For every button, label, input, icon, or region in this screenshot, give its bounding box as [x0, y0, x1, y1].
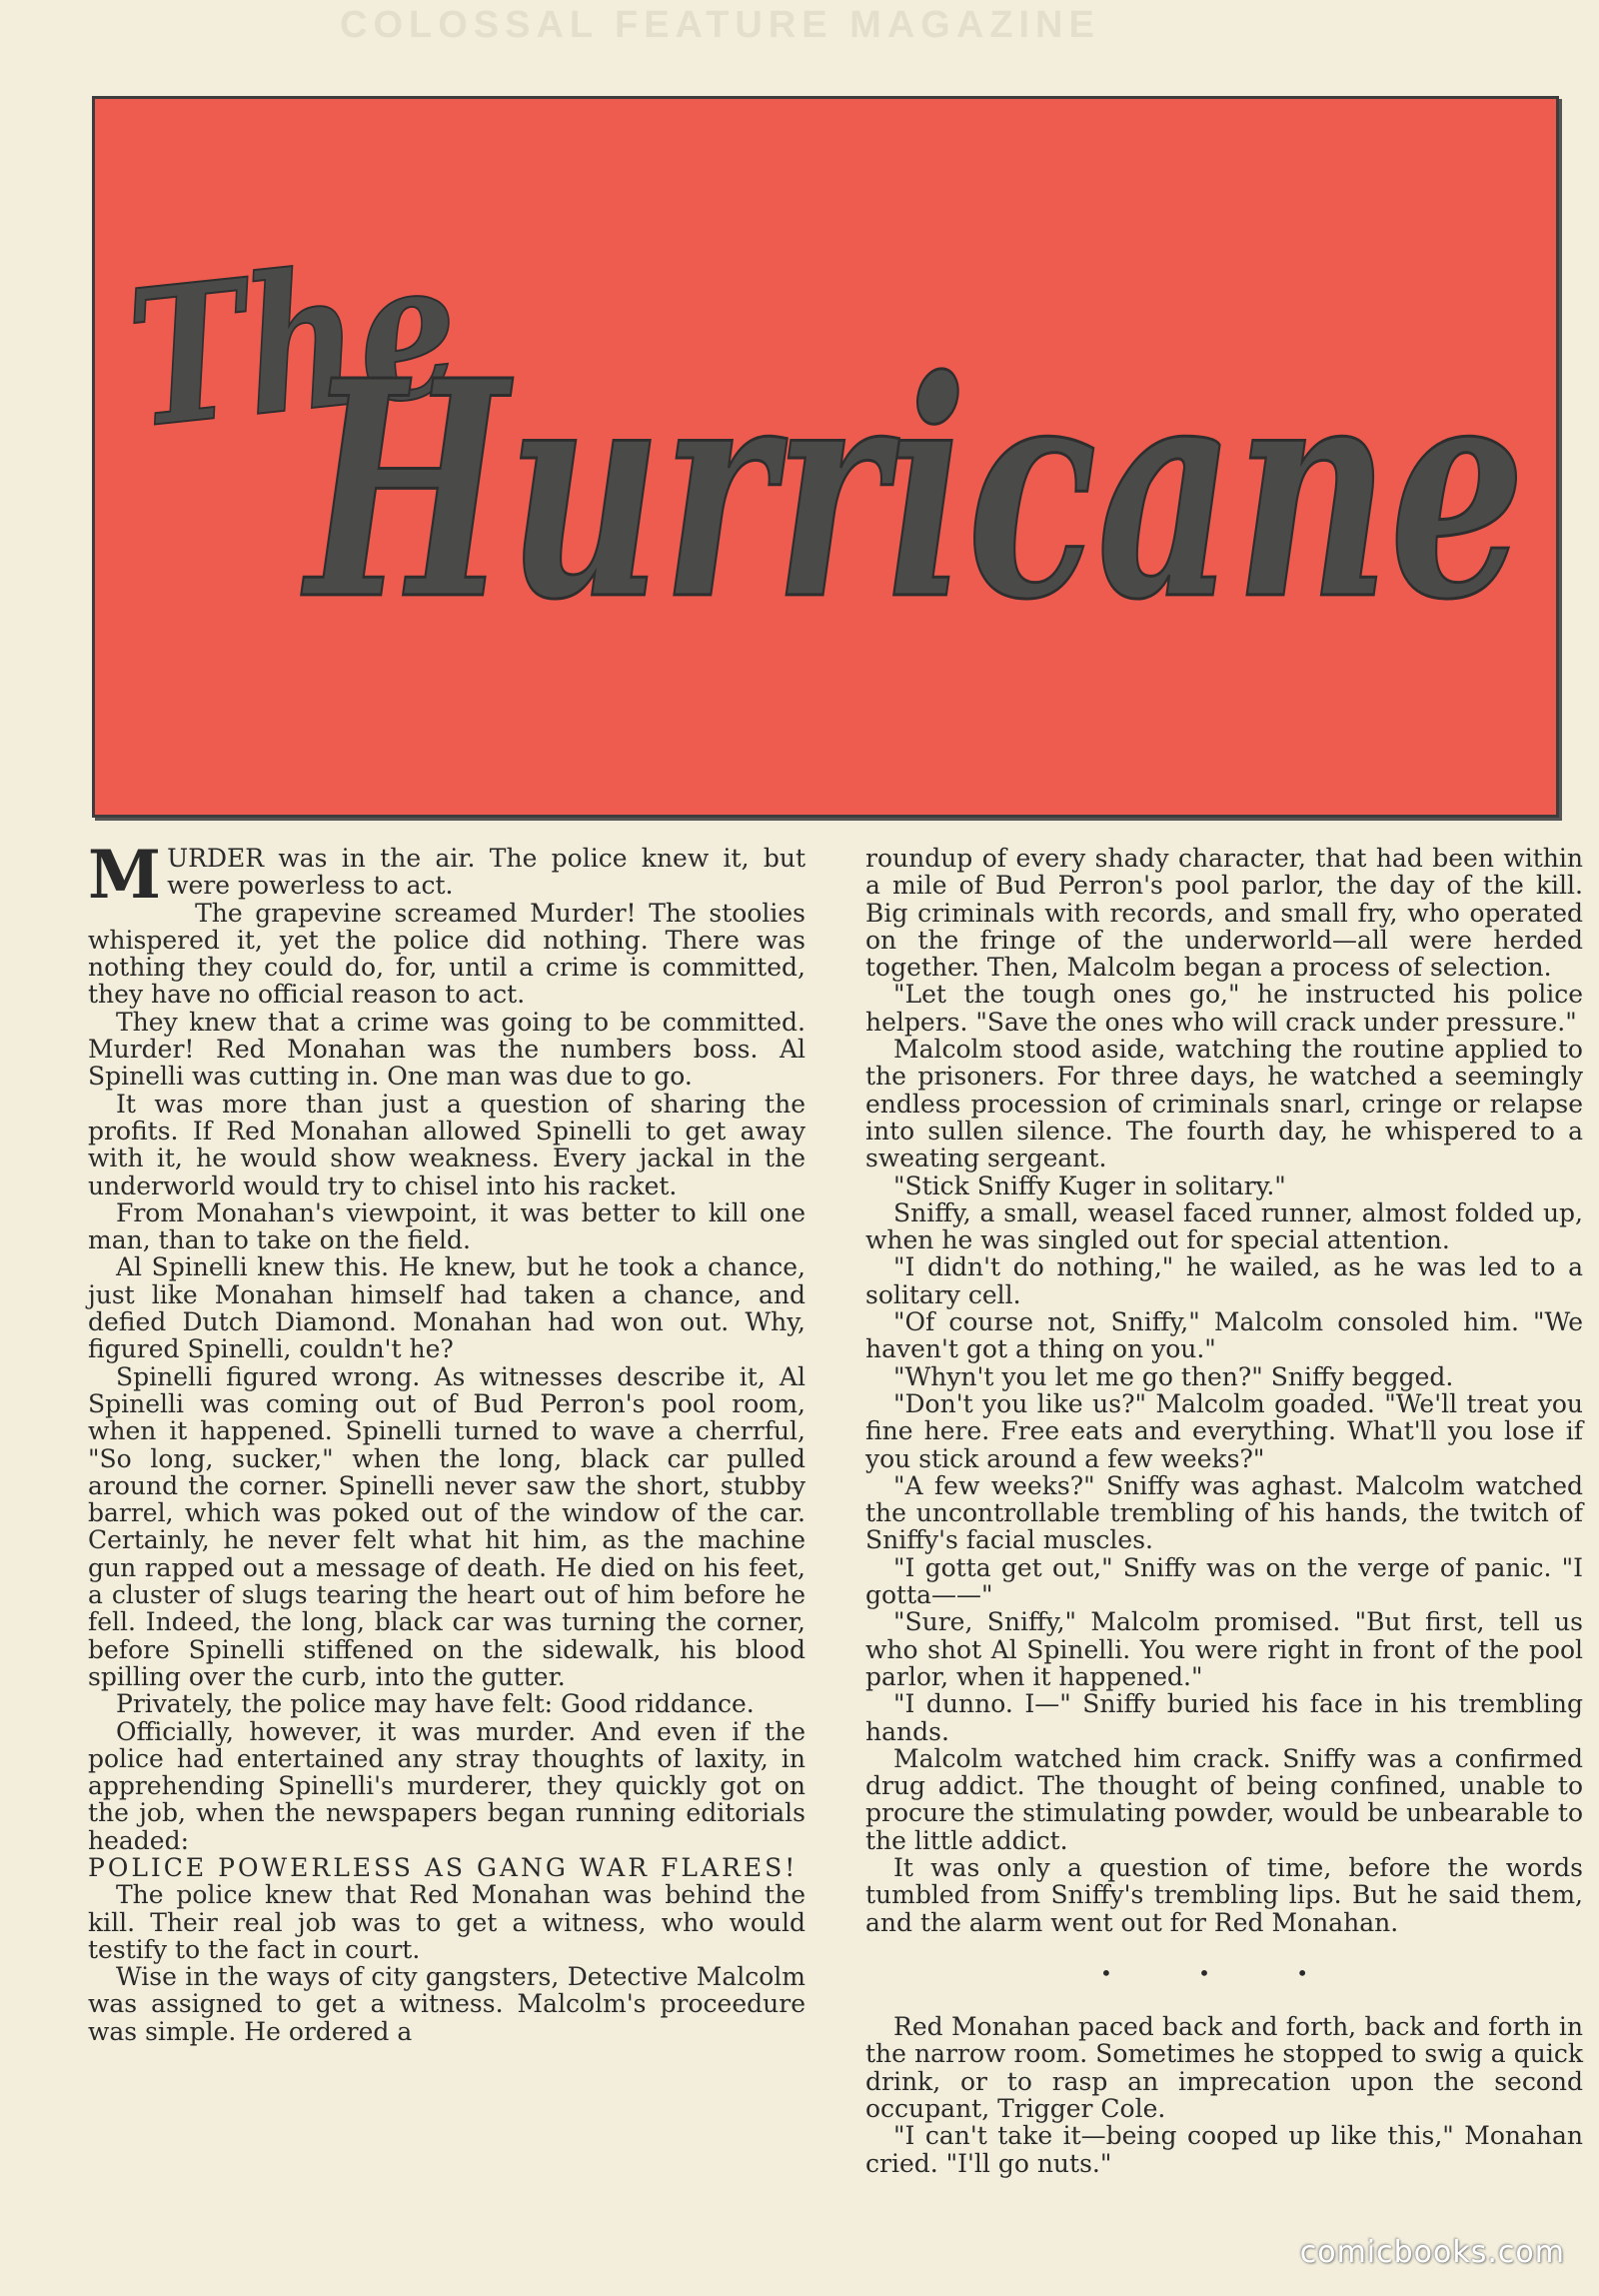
story-paragraph: Red Monahan paced back and forth, back and forth in the narrow room. Sometimes he stopped to swig a quick drink, or to rasp an imprecation upon the second occupant, Trigger Cole.: [865, 2012, 1583, 2124]
running-head: COLOSSAL FEATURE MAGAZINE: [340, 4, 1100, 46]
title-word-hurricane: Hurricane: [299, 316, 1526, 666]
story-paragraph: The grapevine screamed Murder! The stoolies whispered it, yet the police did nothing. There was nothing they could do, for, until a crime is committed, they have no official reason to act.: [88, 898, 805, 1010]
story-paragraph: "A few weeks?" Sniffy was aghast. Malcolm watched the uncontrollable trembling of his hands, the twitch of Sniffy's facial muscles.: [865, 1470, 1583, 1555]
story-paragraph: From Monahan's viewpoint, it was better to kill one man, than to take on the field.: [88, 1197, 805, 1255]
story-paragraph: They knew that a crime was going to be committed. Murder! Red Monahan was the numbers boss. Al Spinelli was cutting in. One man was due to go.: [88, 1007, 805, 1092]
story-paragraph: Spinelli figured wrong. As witnesses describe it, Al Spinelli was coming out of Bud Perron's pool room, when it happened. Spinelli turned to wave a cherrful, "So long, sucker," when the long, black car pulled around the corner. Spinelli never saw the short, stubby barrel, which was poked out of the window of the car. Certainly, he never felt what hit him, as the machine gun rapped out a message of death. He died on his feet, a cluster of slugs tearing the heart out of him before he fell. Indeed, the long, black car was turning the corner, before Spinelli stiffened on the sidewalk, his blood spilling over the curb, into the gutter.: [88, 1361, 805, 1691]
story-paragraph: "Whyn't you let me go then?" Sniffy begged.: [893, 1361, 1454, 1391]
paragraph-text: URDER was in the air. The police knew it, but were powerless to act.: [167, 844, 805, 901]
story-paragraph: roundup of every shady character, that had been within a mile of Bud Perron's pool parlor, the day of the kill. Big criminals with records, and small fry, who operated on the fringe of the underworld—all were herded together. Then, Malcolm began a process of selection.: [865, 844, 1583, 983]
story-paragraph: Privately, the police may have felt: Good riddance.: [116, 1689, 755, 1719]
newspaper-headline: POLICE POWERLESS AS GANG WAR FLARES!: [88, 1852, 799, 1882]
story-column-left: [88, 836, 805, 2046]
story-paragraph: Sniffy, a small, weasel faced runner, almost folded up, when he was singled out for special attention.: [865, 1197, 1583, 1255]
story-paragraph: Malcolm stood aside, watching the routine applied to the prisoners. For three days, he watched a seemingly endless procession of criminals snarl, cringe or relapse into sullen silence. The fourth day, he whispered to a sweating sergeant.: [865, 1035, 1583, 1173]
drop-cap: M: [88, 836, 162, 914]
story-paragraph: "Of course not, Sniffy," Malcolm consoled him. "We haven't got a thing on you.": [865, 1307, 1583, 1364]
story-paragraph: "Stick Sniffy Kuger in solitary.": [893, 1170, 1286, 1200]
story-paragraph: Malcolm watched him crack. Sniffy was a confirmed drug addict. The thought of being confined, unable to procure the stimulating powder, would be unbearable to the little addict.: [865, 1743, 1583, 1855]
story-paragraph: Wise in the ways of city gangsters, Detective Malcolm was assigned to get a witness. Malcolm's proceedure was simple. He ordered a: [88, 1962, 805, 2046]
story-body: [88, 836, 1583, 2264]
site-watermark: comicbooks.com: [1299, 2235, 1565, 2270]
story-paragraph: "I dunno. I—" Sniffy buried his face in his trembling hands.: [865, 1689, 1583, 1746]
story-paragraph: Al Spinelli knew this. He knew, but he took a chance, just like Monahan himself had taken a chance, and defied Dutch Diamond. Monahan had won out. Why, figured Spinelli, couldn't he?: [88, 1252, 805, 1364]
story-paragraph: "Sure, Sniffy," Malcolm promised. "But first, tell us who shot Al Spinelli. You were right in front of the pool parlor, when it happened.": [865, 1607, 1583, 1691]
title-word-the: The: [119, 209, 538, 472]
story-paragraph: "I didn't do nothing," he wailed, as he was led to a solitary cell.: [865, 1252, 1583, 1309]
section-break: • • •: [1099, 1960, 1349, 1985]
story-paragraph: "Don't you like us?" Malcolm goaded. "We'll treat you fine here. Free eats and everything. What'll you lose if you stick around a few weeks?": [865, 1388, 1583, 1473]
story-paragraph: It was more than just a question of sharing the profits. If Red Monahan allowed Spinelli to get away with it, he would show weakness. Every jackal in the underworld would try to chisel into his racket.: [88, 1089, 805, 1200]
story-paragraph: "I gotta get out," Sniffy was on the verge of panic. "I gotta——": [865, 1552, 1583, 1610]
story-paragraph: "Let the tough ones go," he instructed his police helpers. "Save the ones who will crack under pressure.": [865, 980, 1583, 1037]
story-paragraph: The police knew that Red Monahan was behind the kill. Their real job was to get a witness, who would testify to the fact in court.: [88, 1880, 805, 1964]
story-paragraph: Officially, however, it was murder. And even if the police had entertained any stray thoughts of laxity, in apprehending Spinelli's murderer, they quickly got on the job, when the newspapers began running editorials headed:: [88, 1716, 805, 1855]
story-paragraph: [88, 836, 805, 914]
story-title: [95, 99, 1556, 815]
story-paragraph: It was only a question of time, before the words tumbled from Sniffy's trembling lips. But he said them, and the alarm went out for Red Monahan.: [865, 1852, 1583, 1937]
story-column-right: [865, 845, 1583, 2177]
title-banner: [92, 96, 1559, 818]
story-paragraph: "I can't take it—being cooped up like this," Monahan cried. "I'll go nuts.": [865, 2121, 1583, 2178]
